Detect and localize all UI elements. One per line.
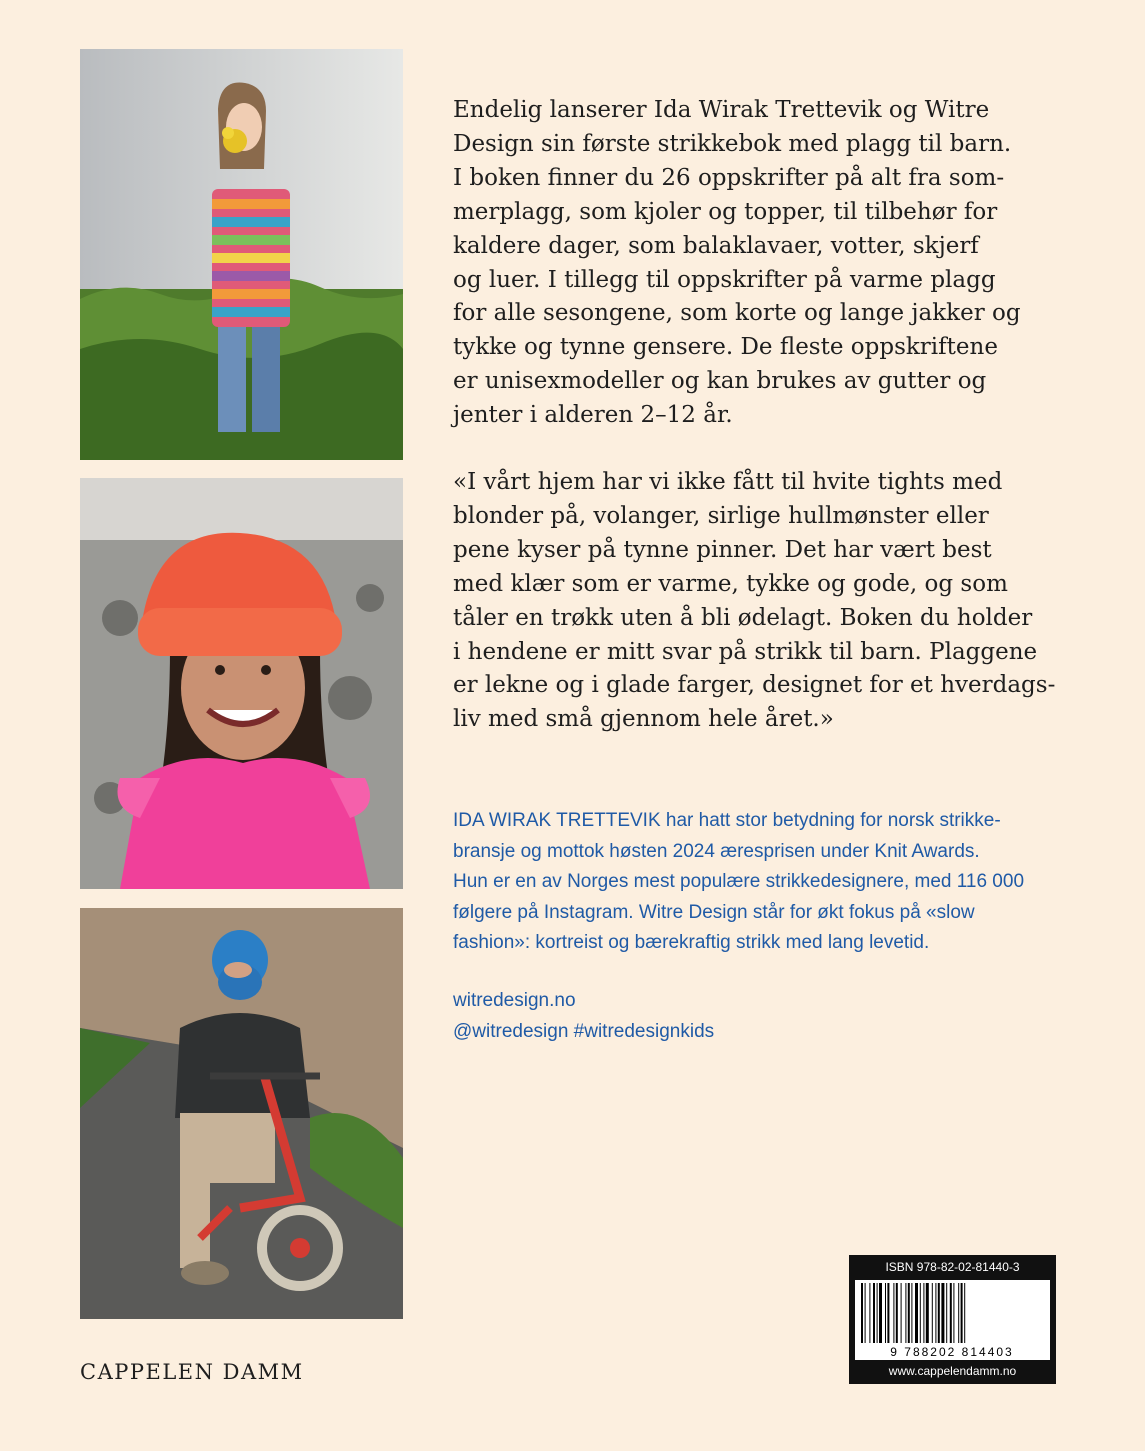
barcode-digits: 9 788202 814403 bbox=[890, 1345, 1014, 1359]
barcode-bar bbox=[908, 1283, 910, 1343]
barcode-bar bbox=[946, 1283, 947, 1343]
barcode-bar bbox=[950, 1283, 952, 1343]
barcode-bar bbox=[938, 1283, 940, 1343]
text-line: jenter i alderen 2–12 år. bbox=[453, 402, 733, 429]
text-line: merplagg, som kjoler og topper, til tilbehør for bbox=[453, 198, 998, 225]
text-line: fashion»: kortreist og bærekraftig strikk med lang levetid. bbox=[453, 932, 930, 953]
text-line: liv med små gjennom hele året.» bbox=[453, 706, 834, 733]
barcode-bar bbox=[961, 1283, 963, 1343]
author-links bbox=[453, 986, 1073, 1047]
barcode-bar bbox=[869, 1283, 870, 1343]
barcode-bar bbox=[926, 1283, 929, 1343]
barcode-bar bbox=[905, 1283, 906, 1343]
barcode-bar bbox=[885, 1283, 886, 1343]
text-line: bransje og mottok høsten 2024 æresprisen under Knit Awards. bbox=[453, 840, 980, 862]
text-line: i hendene er mitt svar på strikk til barn. Plaggene bbox=[453, 638, 1038, 665]
quote-paragraph bbox=[453, 466, 1063, 737]
barcode-bar bbox=[896, 1283, 898, 1343]
barcode-bar bbox=[865, 1283, 866, 1343]
barcode-bar bbox=[879, 1283, 882, 1343]
barcode-bar bbox=[953, 1283, 954, 1343]
text-line: Design sin første strikkebok med plagg til barn. bbox=[453, 130, 1012, 157]
barcode-bar bbox=[935, 1283, 936, 1343]
text-line: med klær som er varme, tykke og gode, og som bbox=[453, 570, 1008, 597]
text-line: Endelig lanserer Ida Wirak Trettevik og Witre bbox=[453, 97, 990, 123]
text-line: for alle sesongene, som korte og lange jakker og bbox=[453, 300, 1021, 327]
barcode-bar bbox=[877, 1283, 878, 1343]
intro-paragraph bbox=[453, 94, 1063, 433]
text-line: og luer. I tillegg til oppskrifter på varme plagg bbox=[453, 266, 996, 293]
barcode-bar bbox=[861, 1283, 863, 1343]
barcode-bar bbox=[901, 1283, 902, 1343]
barcode-bars bbox=[855, 1280, 1050, 1360]
barcode-bar bbox=[941, 1283, 944, 1343]
barcode-bar bbox=[920, 1283, 921, 1343]
barcode-bar bbox=[932, 1283, 933, 1343]
isbn-barcode bbox=[849, 1255, 1056, 1384]
text-line: er unisexmodeller og kan brukes av gutter og bbox=[453, 368, 987, 395]
text-line: tykke og tynne gensere. De fleste oppskriftene bbox=[453, 334, 998, 361]
barcode-bar bbox=[915, 1283, 918, 1343]
publisher-url: www.cappelendamm.no bbox=[888, 1364, 1017, 1378]
barcode-bar bbox=[964, 1283, 965, 1343]
barcode-bar bbox=[893, 1283, 894, 1343]
text-line: tåler en trøkk uten å bli ødelagt. Boken du holder bbox=[453, 604, 1033, 631]
publisher-logo: CAPPELEN DAMM bbox=[80, 1360, 304, 1384]
text-line: IDA WIRAK TRETTEVIK har hatt stor betydning for norsk strikke- bbox=[453, 810, 1001, 831]
barcode-bar bbox=[887, 1283, 889, 1343]
text-line: pene kyser på tynne pinner. Det har vært best bbox=[453, 536, 992, 563]
photo-girl-orange-hat bbox=[80, 478, 403, 889]
text-line: følgere på Instagram. Witre Design står for økt fokus på «slow bbox=[453, 901, 975, 923]
barcode-bar bbox=[873, 1283, 875, 1343]
photo-girl-striped-dress bbox=[80, 49, 403, 460]
text-line: kaldere dager, som balaklavaer, votter, skjerf bbox=[453, 232, 979, 259]
social-handles[interactable]: @witredesign #witredesignkids bbox=[453, 1020, 715, 1042]
barcode-bar bbox=[923, 1283, 924, 1343]
barcode-bar bbox=[911, 1283, 912, 1343]
isbn-number: ISBN 978-82-02-81440-3 bbox=[885, 1260, 1020, 1274]
text-line: I boken finner du 26 oppskrifter på alt fra som- bbox=[453, 164, 1005, 191]
text-line: blonder på, volanger, sirlige hullmønster eller bbox=[453, 502, 989, 529]
website-link[interactable]: witredesign.no bbox=[453, 990, 576, 1011]
author-bio bbox=[453, 806, 1073, 959]
text-line: «I vårt hjem har vi ikke fått til hvite tights med bbox=[453, 469, 1003, 495]
barcode-bar bbox=[958, 1283, 959, 1343]
photo-boy-balance-bike bbox=[80, 908, 403, 1319]
text-line: er lekne og i glade farger, designet for et hverdags- bbox=[453, 672, 1056, 699]
text-line: Hun er en av Norges mest populære strikkedesignere, med 116 000 bbox=[453, 871, 1025, 892]
